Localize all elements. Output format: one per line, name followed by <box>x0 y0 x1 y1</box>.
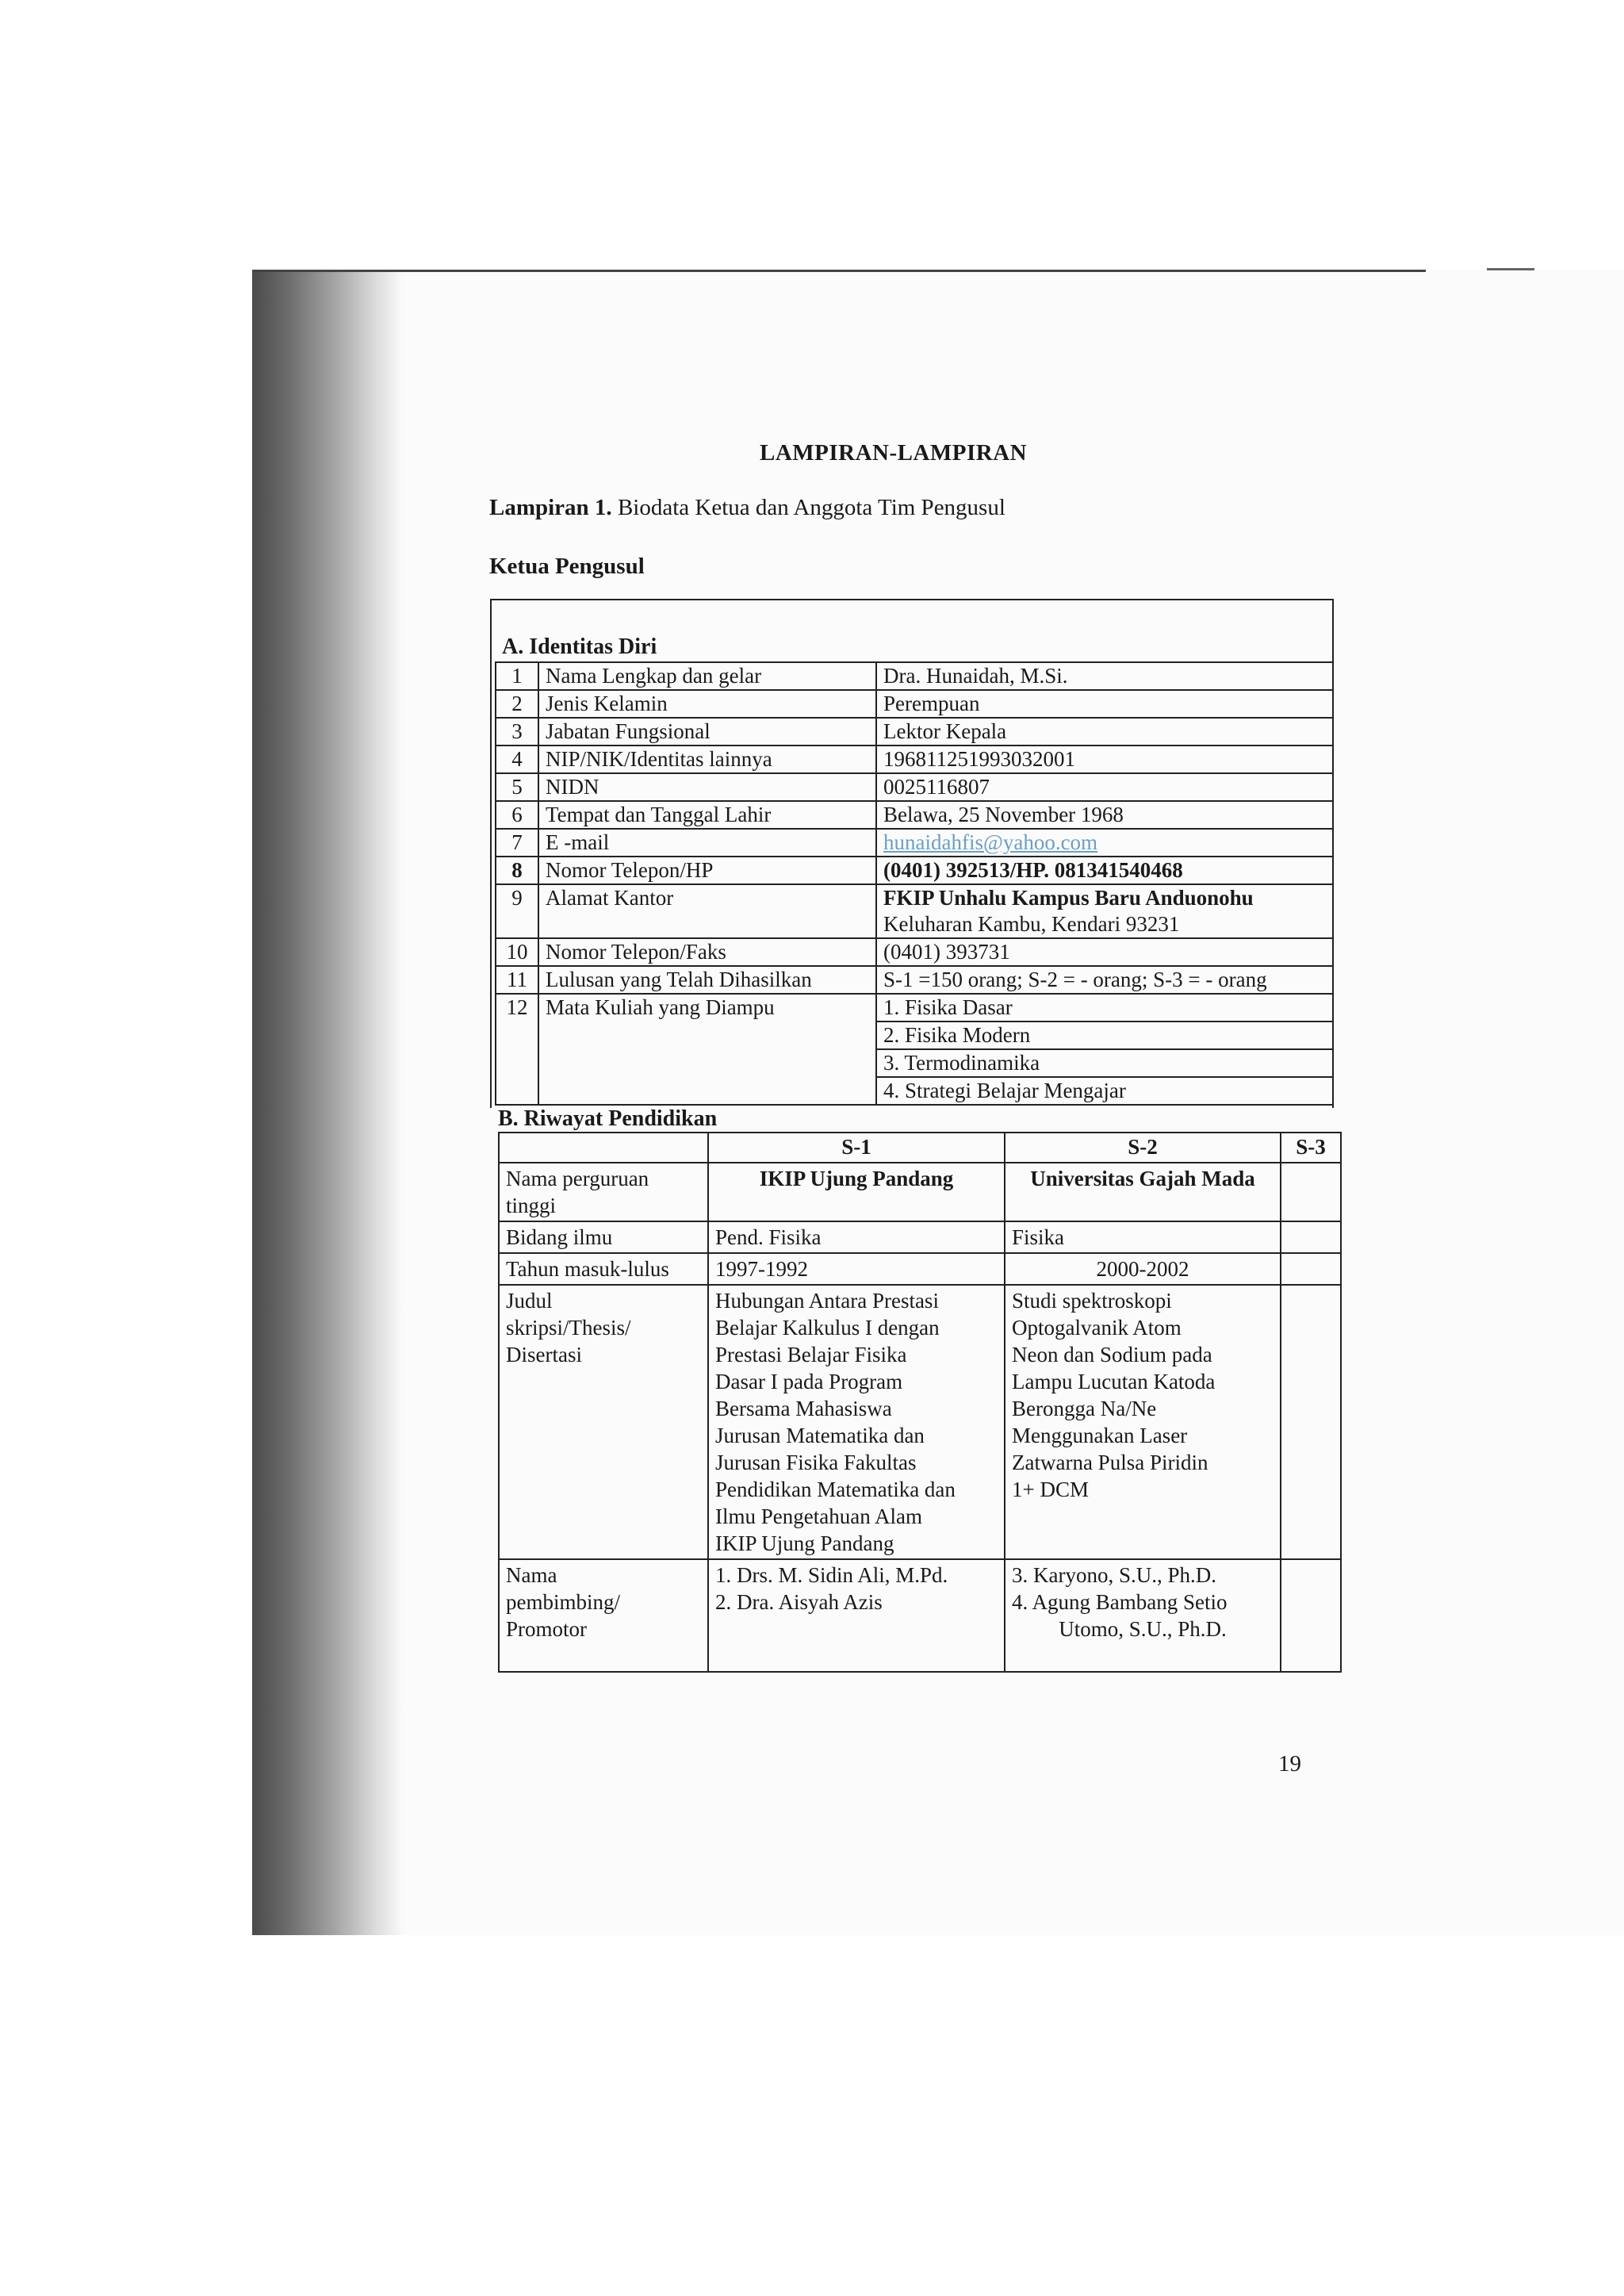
row-label: Jabatan Fungsional <box>538 718 876 746</box>
row-label: Nama Lengkap dan gelar <box>538 662 876 690</box>
identitas-table <box>495 661 1334 1106</box>
table-row <box>499 1285 1341 1559</box>
row-value: Lektor Kepala <box>876 718 1333 746</box>
table-row <box>496 884 1333 938</box>
row-label: Tahun masuk-lulus <box>499 1253 708 1285</box>
cell-s2 <box>1005 1559 1281 1672</box>
section-b-heading: B. Riwayat Pendidikan <box>498 1106 718 1131</box>
text-line: 2. Dra. Aisyah Azis <box>715 1590 883 1614</box>
cell-s1: 1997-1992 <box>708 1253 1005 1285</box>
text-line: Lampu Lucutan Katoda <box>1012 1370 1216 1393</box>
row-label: Nama perguruan tinggi <box>499 1163 708 1221</box>
cell-s3 <box>1281 1285 1341 1559</box>
row-label: NIP/NIK/Identitas lainnya <box>538 746 876 773</box>
table-row <box>496 857 1333 884</box>
table-row <box>496 690 1333 718</box>
row-number: 11 <box>496 966 538 994</box>
row-value: Dra. Hunaidah, M.Si. <box>876 662 1333 690</box>
text-line: Pendidikan Matematika dan <box>715 1478 956 1501</box>
column-header-s3: S-3 <box>1281 1133 1341 1163</box>
page-top-edge <box>252 270 1426 272</box>
cell-s3 <box>1281 1221 1341 1253</box>
row-value: (0401) 393731 <box>876 938 1333 966</box>
column-header-s2: S-2 <box>1005 1133 1281 1163</box>
text-line: Studi spektroskopi <box>1012 1289 1172 1313</box>
row-number: 7 <box>496 829 538 857</box>
row-label: Tempat dan Tanggal Lahir <box>538 801 876 829</box>
text-line: IKIP Ujung Pandang <box>715 1531 894 1555</box>
book-spine-shadow <box>252 270 403 1935</box>
table-row <box>496 746 1333 773</box>
row-label <box>499 1285 708 1559</box>
row-number: 12 <box>496 994 538 1105</box>
table-row <box>496 773 1333 801</box>
row-value: 0025116807 <box>876 773 1333 801</box>
label-line: pembimbing/ <box>506 1590 620 1614</box>
corner-mark <box>1487 268 1534 270</box>
lampiran-caption <box>489 495 1005 521</box>
cell-s2: Universitas Gajah Mada <box>1005 1163 1281 1221</box>
cell-s1: IKIP Ujung Pandang <box>708 1163 1005 1221</box>
column-header-s1: S-1 <box>708 1133 1005 1163</box>
row-label: Jenis Kelamin <box>538 690 876 718</box>
label-line: Judul <box>506 1289 553 1313</box>
row-number: 1 <box>496 662 538 690</box>
label-line: skripsi/Thesis/ <box>506 1316 631 1340</box>
row-number: 10 <box>496 938 538 966</box>
row-label: Nomor Telepon/Faks <box>538 938 876 966</box>
row-number: 5 <box>496 773 538 801</box>
cell-s1 <box>708 1285 1005 1559</box>
label-line: Disertasi <box>506 1343 582 1366</box>
table-row <box>499 1163 1341 1221</box>
section-a-heading: A. Identitas Diri <box>502 634 657 659</box>
row-label: Bidang ilmu <box>499 1221 708 1253</box>
text-line: Optogalvanik Atom <box>1012 1316 1182 1340</box>
cell-s1: Pend. Fisika <box>708 1221 1005 1253</box>
course-item: 4. Strategi Belajar Mengajar <box>876 1077 1333 1105</box>
cell-s2 <box>1005 1285 1281 1559</box>
text-line: 3. Karyono, S.U., Ph.D. <box>1012 1563 1217 1587</box>
riwayat-pendidikan-table <box>498 1132 1342 1673</box>
row-label: Alamat Kantor <box>538 884 876 938</box>
text-line: Dasar I pada Program <box>715 1370 903 1393</box>
text-line: Utomo, S.U., Ph.D. <box>1059 1617 1227 1641</box>
cell-s2: 2000-2002 <box>1005 1253 1281 1285</box>
text-line: Jurusan Matematika dan <box>715 1424 925 1447</box>
header-empty <box>499 1133 708 1163</box>
table-row <box>496 938 1333 966</box>
row-label: NIDN <box>538 773 876 801</box>
label-line: Promotor <box>506 1617 588 1641</box>
text-line: Belajar Kalkulus I dengan <box>715 1316 940 1340</box>
ketua-heading: Ketua Pengusul <box>489 554 645 579</box>
row-value: S-1 =150 orang; S-2 = - orang; S-3 = - orang <box>876 966 1333 994</box>
document-title: LAMPIRAN-LAMPIRAN <box>760 440 1028 466</box>
row-label <box>499 1559 708 1672</box>
table-row <box>496 801 1333 829</box>
row-number: 6 <box>496 801 538 829</box>
row-number: 3 <box>496 718 538 746</box>
table-row <box>496 829 1333 857</box>
row-number: 2 <box>496 690 538 718</box>
row-label: Mata Kuliah yang Diampu <box>538 994 876 1105</box>
address-line-2: Keluharan Kambu, Kendari 93231 <box>883 912 1180 936</box>
row-value: (0401) 392513/HP. 081341540468 <box>876 857 1333 884</box>
course-item: 1. Fisika Dasar <box>876 994 1333 1022</box>
row-label: E -mail <box>538 829 876 857</box>
course-item: 3. Termodinamika <box>876 1049 1333 1077</box>
row-label: Lulusan yang Telah Dihasilkan <box>538 966 876 994</box>
address-line-1: FKIP Unhalu Kampus Baru Anduonohu <box>883 886 1254 910</box>
lampiran-label: Lampiran 1. <box>489 495 612 520</box>
text-line: Zatwarna Pulsa Piridin <box>1012 1451 1208 1474</box>
text-line: Neon dan Sodium pada <box>1012 1343 1212 1366</box>
page-number: 19 <box>1278 1751 1301 1777</box>
table-row <box>496 718 1333 746</box>
row-value <box>876 884 1333 938</box>
table-row <box>496 994 1333 1022</box>
lampiran-text: Biodata Ketua dan Anggota Tim Pengusul <box>617 495 1005 520</box>
text-line: Jurusan Fisika Fakultas <box>715 1451 917 1474</box>
course-item: 2. Fisika Modern <box>876 1022 1333 1049</box>
row-number: 4 <box>496 746 538 773</box>
row-value: Perempuan <box>876 690 1333 718</box>
table-row <box>496 662 1333 690</box>
email-link[interactable]: hunaidahfis@yahoo.com <box>883 830 1098 854</box>
row-label: Nomor Telepon/HP <box>538 857 876 884</box>
text-line: 4. Agung Bambang Setio <box>1012 1590 1228 1614</box>
text-line: Berongga Na/Ne <box>1012 1397 1157 1420</box>
table-row <box>499 1253 1341 1285</box>
table-row <box>499 1221 1341 1253</box>
row-value: 196811251993032001 <box>876 746 1333 773</box>
row-value: Belawa, 25 November 1968 <box>876 801 1333 829</box>
text-line: Menggunakan Laser <box>1012 1424 1188 1447</box>
table-row <box>499 1559 1341 1672</box>
text-line: Prestasi Belajar Fisika <box>715 1343 907 1366</box>
text-line: 1. Drs. M. Sidin Ali, M.Pd. <box>715 1563 948 1587</box>
cell-s3 <box>1281 1163 1341 1221</box>
cell-s2: Fisika <box>1005 1221 1281 1253</box>
label-line: Nama <box>506 1563 557 1587</box>
text-line: Hubungan Antara Prestasi <box>715 1289 939 1313</box>
text-line: Ilmu Pengetahuan Alam <box>715 1504 922 1528</box>
table-header-row <box>499 1133 1341 1163</box>
cell-s1 <box>708 1559 1005 1672</box>
row-number: 9 <box>496 884 538 938</box>
cell-s3 <box>1281 1253 1341 1285</box>
text-line: Bersama Mahasiswa <box>715 1397 892 1420</box>
row-number: 8 <box>496 857 538 884</box>
cell-s3 <box>1281 1559 1341 1672</box>
text-line: 1+ DCM <box>1012 1478 1089 1501</box>
table-row <box>496 966 1333 994</box>
